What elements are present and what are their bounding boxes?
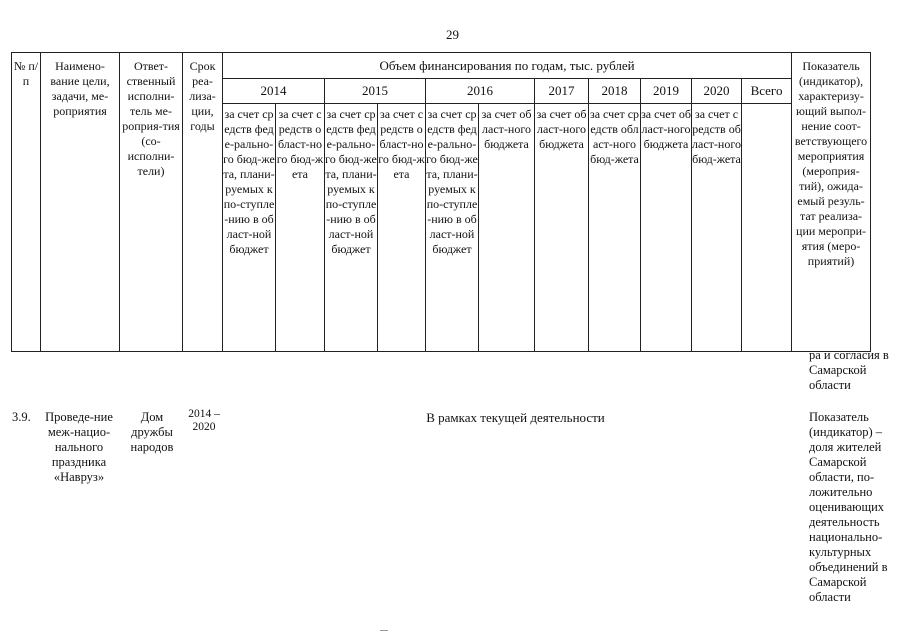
src-total <box>742 103 792 351</box>
row-responsible: Дом дружбы народов <box>130 410 174 454</box>
src-regional-2017: за счет област-ного бюджета <box>535 103 589 351</box>
financing-table <box>11 52 871 352</box>
src-regional-2018: за счет средств област-ного бюд-жета <box>589 103 641 351</box>
year-2020: 2020 <box>692 79 742 103</box>
header-num: № п/п <box>12 53 41 352</box>
scan-mark <box>380 630 388 634</box>
year-2018: 2018 <box>589 79 641 103</box>
row-term: 2014 – 2020 <box>188 408 220 433</box>
src-regional-2014: за счет средств област-ного бюд-жета <box>276 103 325 351</box>
header-term: Срок реа-лиза-ции, годы <box>183 53 223 352</box>
year-total: Всего <box>742 79 792 103</box>
src-federal-2016: за счет средств феде-рально-го бюд-жета, плани-руемых к по-ступле-нию в област-ной бюджет <box>426 103 479 351</box>
src-federal-2015: за счет средств феде-рально-го бюд-жета, плани-руемых к по-ступле-нию в област-ной бюджет <box>325 103 378 351</box>
row-number: 3.9. <box>12 410 31 424</box>
row-financing-note: В рамках текущей деятельности <box>426 410 605 425</box>
src-regional-2016: за счет област-ного бюджета <box>479 103 535 351</box>
header-responsible: Ответ-ственный исполни-тель ме-роприя-тия (со-исполни-тели) <box>120 53 183 352</box>
header-financing-volume: Объем финансирования по годам, тыс. рублей <box>223 53 792 79</box>
src-regional-2019: за счет област-ного бюджета <box>641 103 692 351</box>
indicator-continuation: ра и согласия в Самарской области <box>809 348 889 392</box>
header-name: Наимено-вание цели, задачи, ме-роприятия <box>41 53 120 352</box>
row-indicator: Показатель (индикатор) – доля жителей Самарской области, по-ложительно оценивающих деятельность национально-культурных объединений в Самарской области <box>809 410 888 604</box>
row-event-name: Проведе-ние меж-нацио-нального праздника «Навруз» <box>45 410 113 484</box>
src-federal-2014: за счет средств феде-рально-го бюд-жета, плани-руемых к по-ступле-нию в област-ной бюджет <box>223 103 276 351</box>
src-regional-2020: за счет средств област-ного бюд-жета <box>692 103 742 351</box>
year-2014: 2014 <box>223 79 325 103</box>
year-2017: 2017 <box>535 79 589 103</box>
year-2015: 2015 <box>325 79 426 103</box>
year-2019: 2019 <box>641 79 692 103</box>
src-regional-2015: за счет средств област-ного бюд-жета <box>378 103 426 351</box>
page-number: 29 <box>446 27 459 42</box>
year-2016: 2016 <box>426 79 535 103</box>
header-indicator: Показатель (индикатор), характеризу-ющий выпол-нение соот-ветствующего мероприятия (мероприя-тий), ожида-емый резуль-тат реализа-ции меропри-ятия (меро-приятий) <box>792 53 871 352</box>
